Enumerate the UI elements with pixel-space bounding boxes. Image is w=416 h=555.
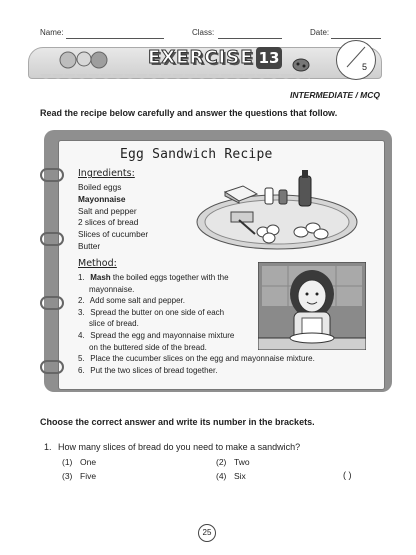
name-label: Name:	[40, 28, 64, 37]
ingredient-item: Salt and pepper	[78, 205, 137, 216]
binder-ring-icon	[40, 168, 64, 182]
level-label: INTERMEDIATE / MCQ	[289, 90, 380, 100]
step-text: Put the two slices of bread together.	[90, 365, 218, 375]
date-label: Date:	[310, 28, 330, 37]
exercise-number: 13	[256, 47, 282, 69]
ingredient-item: Butter	[78, 240, 101, 251]
option-number: (4)	[216, 471, 227, 481]
ingredient-item: 2 slices of bread	[78, 217, 139, 228]
question-text: How many slices of bread do you need to make a sandwich?	[58, 442, 301, 452]
step-number: 2.	[78, 296, 85, 306]
ladybug-icon	[290, 55, 312, 73]
ingredients-heading: Ingredients:	[78, 168, 135, 179]
ingredients-illustration	[195, 170, 360, 250]
step-text: Spread the butter on one side of each	[90, 307, 225, 317]
option-number: (2)	[216, 457, 227, 467]
step-number: 4.	[78, 330, 85, 340]
question-number: 1.	[44, 442, 52, 452]
exercise-title: EXERCISE	[148, 47, 254, 68]
step-text: Spread the egg and mayonnaise mixture	[90, 330, 235, 340]
option-number: (3)	[62, 471, 73, 481]
step-text: the boiled eggs together with the	[110, 273, 229, 282]
mcq-instruction: Choose the correct answer and write its number in the brackets.	[40, 417, 315, 427]
ingredient-item: Boiled eggs	[78, 182, 122, 192]
total-score: 5	[362, 62, 368, 72]
girl-cooking-illustration	[258, 262, 366, 350]
banner-scallop-decoration	[40, 74, 310, 82]
name-field-line[interactable]	[66, 38, 164, 39]
step-keyword: Mash	[90, 273, 111, 282]
ingredients-list	[78, 182, 148, 253]
step-text: Place the cucumber slices on the egg and mayonnaise mixture.	[90, 354, 315, 364]
date-field-line[interactable]	[331, 38, 381, 39]
step-number: 3.	[78, 307, 85, 317]
step-number: 6.	[78, 365, 85, 375]
binder-ring-icon	[40, 296, 64, 310]
score-circle	[336, 40, 376, 80]
option-text[interactable]: Six	[234, 471, 246, 481]
step-text: Add some salt and pepper.	[89, 296, 185, 306]
method-step-continuation: on the buttered side of the bread.	[89, 342, 207, 352]
option-text[interactable]: Two	[234, 457, 250, 467]
answer-bracket[interactable]: ( )	[343, 470, 352, 480]
step-number: 5.	[78, 354, 85, 364]
ingredient-item: Slices of cucumber	[78, 229, 149, 240]
binder-ring-icon	[40, 360, 64, 374]
option-text[interactable]: Five	[80, 471, 97, 481]
class-label: Class:	[192, 28, 215, 37]
class-field-line[interactable]	[218, 38, 282, 39]
method-heading: Method:	[78, 258, 117, 269]
binder-ring-icon	[40, 232, 64, 246]
method-step-continuation: mayonnaise.	[89, 284, 135, 294]
method-step	[78, 365, 368, 377]
option-number: (1)	[62, 457, 73, 467]
reading-instruction: Read the recipe below carefully and answer the questions that follow.	[40, 108, 338, 118]
recipe-title: Egg Sandwich Recipe	[120, 147, 273, 162]
page-number: 25	[198, 524, 216, 542]
fruit-decoration-icon	[56, 48, 116, 72]
ingredient-item: Mayonnaise	[78, 193, 126, 204]
step-number: 1.	[78, 273, 85, 282]
option-text[interactable]: One	[80, 457, 97, 467]
method-step	[78, 353, 368, 365]
method-step-continuation: slice of bread.	[89, 319, 139, 329]
